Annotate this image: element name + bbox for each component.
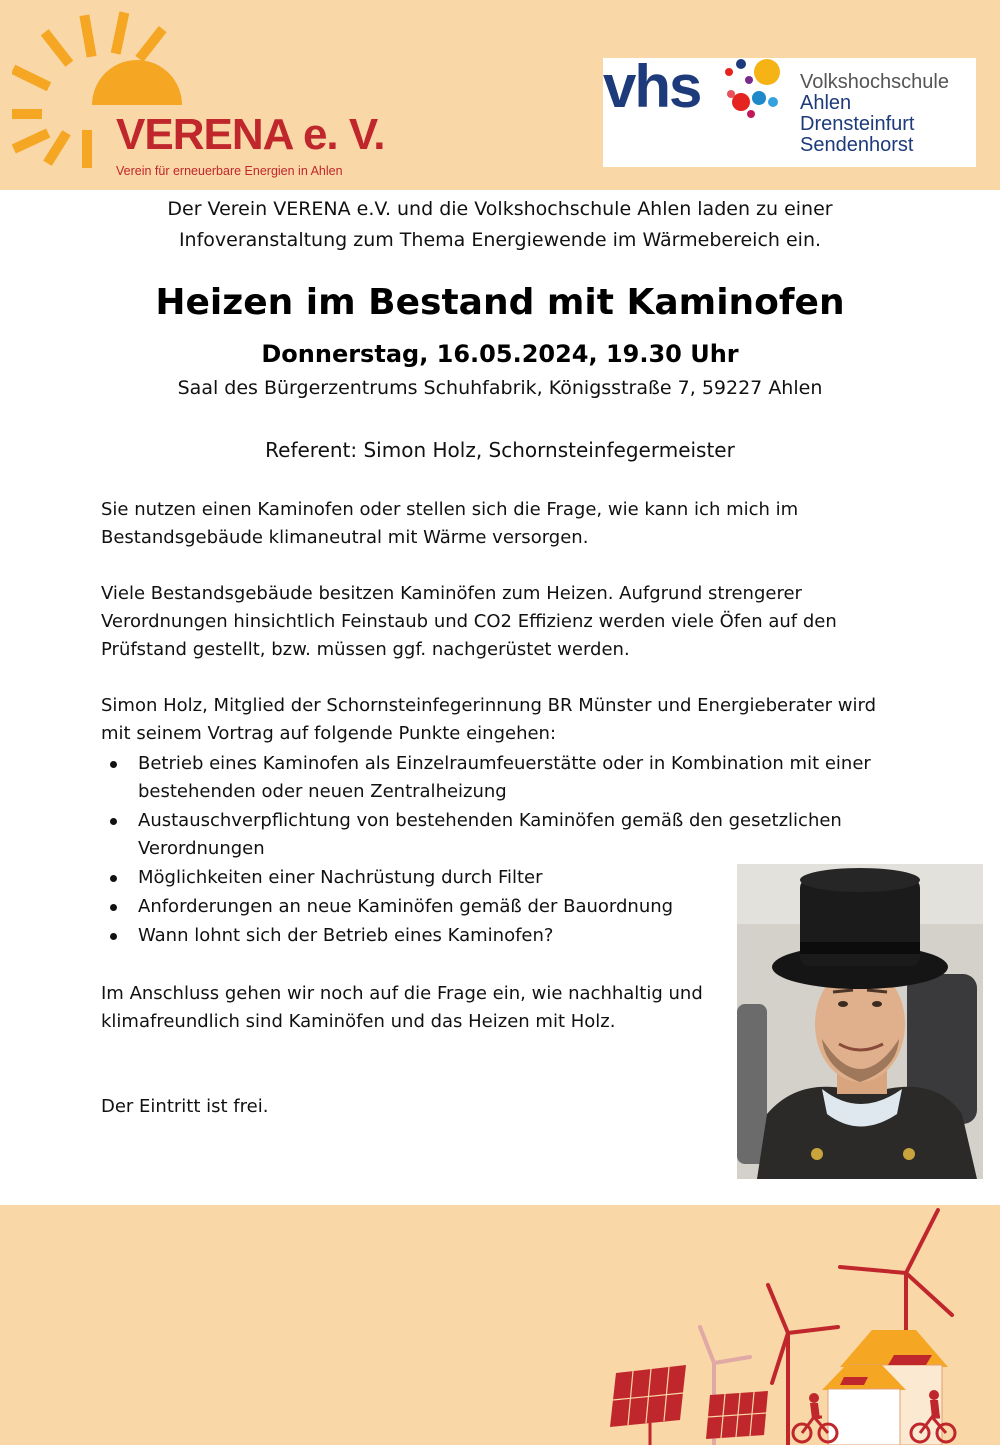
list-item: Wann lohnt sich der Betrieb eines Kaminofen? (101, 922, 901, 950)
page-title: Heizen im Bestand mit Kaminofen (155, 282, 845, 323)
paragraph-admission: Der Eintritt ist frei. (101, 1096, 269, 1117)
intro-text (0, 194, 1000, 256)
event-venue: Saal des Bürgerzentrums Schuhfabrik, Königsstraße 7, 59227 Ahlen (177, 377, 823, 399)
vhs-line: Drensteinfurt (800, 113, 915, 135)
event-speaker: Referent: Simon Holz, Schornsteinfegermeister (265, 438, 735, 462)
paragraph-followup: Im Anschluss gehen wir noch auf die Frage ein, wie nachhaltig und klimafreundlich sind Kaminöfen und das Heizen mit Holz. (101, 983, 703, 1032)
speaker-photo (737, 864, 983, 1179)
list-item: Anforderungen an neue Kaminöfen gemäß der Bauordnung (101, 893, 901, 921)
paragraph-speaker: Simon Holz, Mitglied der Schornsteinfegerinnung BR Münster und Energieberater wird mit seinem Vortrag auf folgende Punkte eingehen: (101, 695, 877, 744)
vhs-wordmark: vhs (603, 53, 701, 120)
event-date: Donnerstag, 16.05.2024, 19.30 Uhr (261, 340, 739, 368)
intro-line: Infoveranstaltung zum Thema Energiewende im Wärmebereich ein. (178, 229, 822, 251)
vhs-logo (603, 53, 976, 167)
list-item: Austauschverpflichtung von bestehenden Kaminöfen gemäß den gesetzlichen Verordnungen (101, 807, 901, 863)
vhs-line: Sendenhorst (800, 134, 914, 156)
list-item: Möglichkeiten einer Nachrüstung durch Filter (101, 864, 901, 892)
vhs-line: Volkshochschule (800, 71, 949, 93)
list-item: Betrieb eines Kaminofen als Einzelraumfeuerstätte oder in Kombination mit einer bestehenden oder neuen Zentralheizung (101, 750, 901, 806)
verena-logo (12, 10, 412, 180)
vhs-locations (800, 72, 949, 156)
paragraph-context: Viele Bestandsgebäude besitzen Kaminöfen zum Heizen. Aufgrund strengerer Verordnungen hinsichtlich Feinstaub und CO2 Effizienz werden viele Öfen auf den Prüfstand gestellt, bzw. müssen ggf. nachgerüstet werden. (101, 583, 837, 660)
paragraph-intro: Sie nutzen einen Kaminofen oder stellen sich die Frage, wie kann ich mich im Bestandsgebäude klimaneutral mit Wärme versorgen. (101, 499, 799, 548)
vhs-dots-icon (711, 58, 791, 128)
verena-subtitle: Verein für erneuerbare Energien in Ahlen (116, 164, 343, 178)
vhs-line: Ahlen (800, 92, 852, 114)
verena-name: VERENA e. V. (116, 110, 385, 159)
renewable-energy-illustration (600, 1205, 1000, 1445)
intro-line: Der Verein VERENA e.V. und die Volkshochschule Ahlen laden zu einer (167, 198, 833, 220)
